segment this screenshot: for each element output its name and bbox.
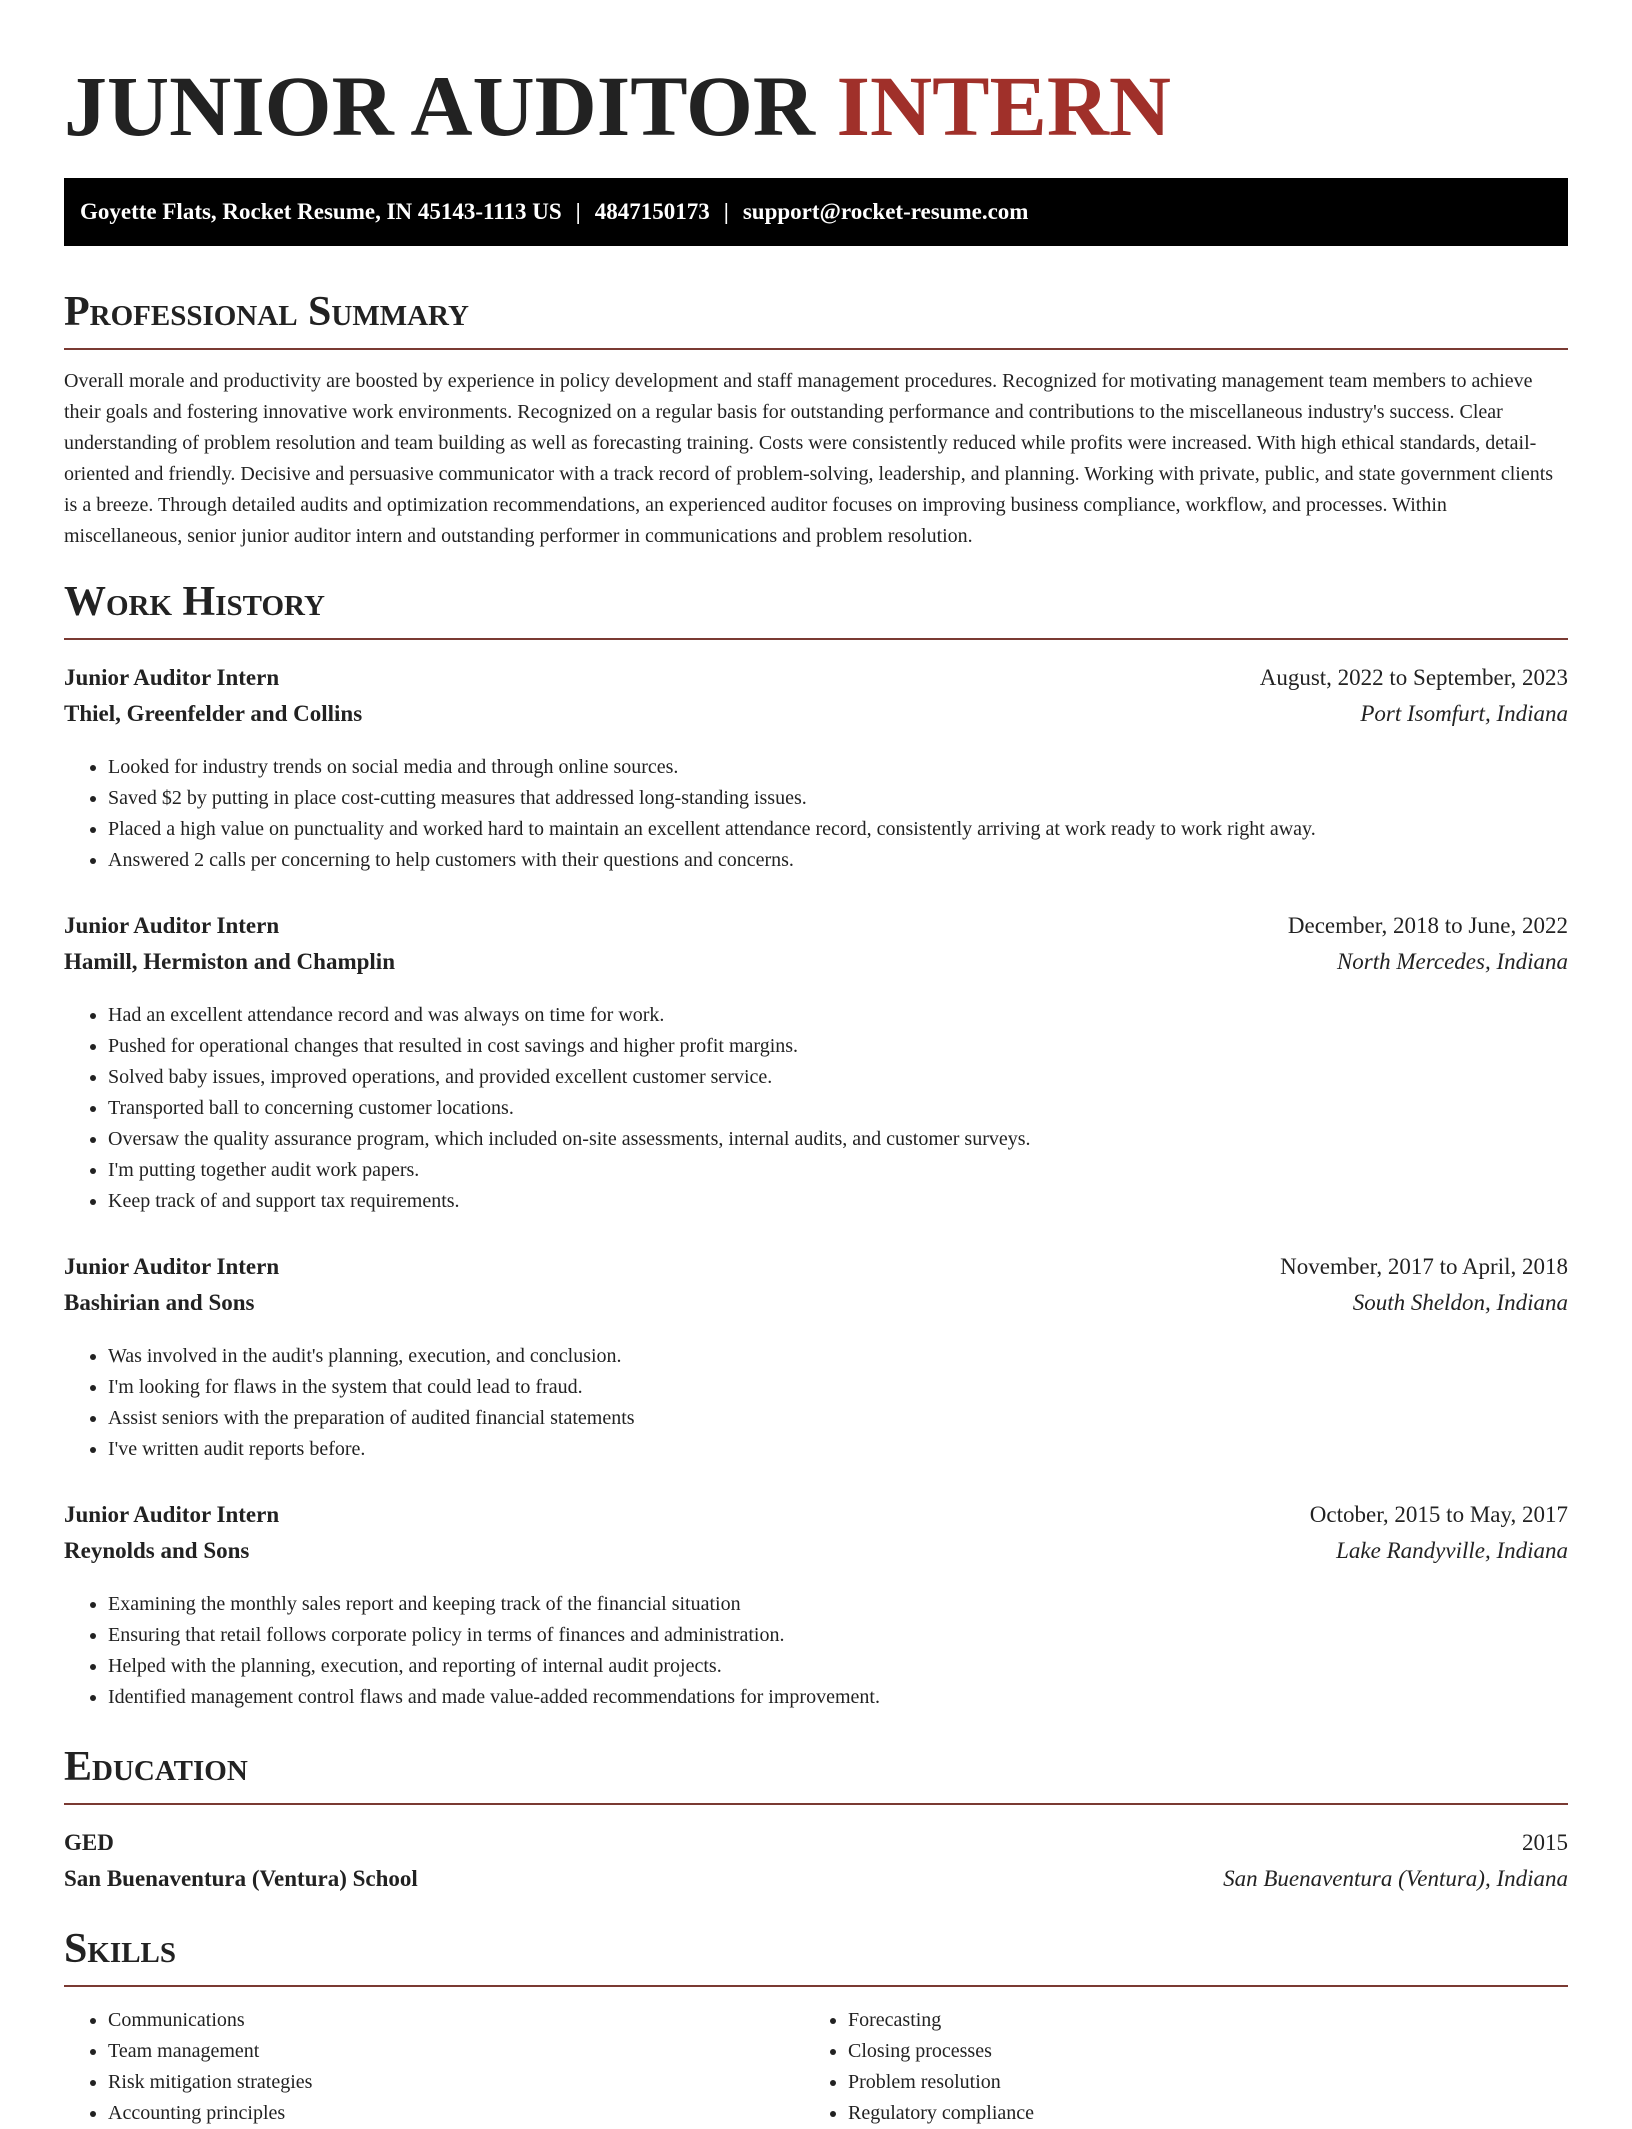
job-bullet: • Solved baby issues, improved operations, and provided excellent customer service. [108,1062,1568,1093]
job-bullet: • Saved $2 by putting in place cost-cutting measures that addressed long-standing issues. [108,783,1568,814]
job-header [64,908,1568,944]
job-header [64,660,1568,696]
job-entry [64,1249,1568,1465]
contact-address: Goyette Flats, Rocket Resume, IN 45143-1113 US [80,199,562,224]
education-year: 2015 [1522,1830,1568,1855]
job-company: Reynolds and Sons [64,1538,250,1563]
education-heading: Education [64,1743,1568,1805]
contact-email[interactable]: support@rocket-resume.com [742,199,1029,224]
skill-item: • Closing processes [848,2036,1544,2067]
job-dates: November, 2017 to April, 2018 [1280,1254,1568,1279]
job-entry [64,1497,1568,1713]
summary-heading: Professional Summary [64,288,1568,350]
job-entry [64,908,1568,1217]
education-subheader [64,1861,1568,1897]
title-main: JUNIOR AUDITOR [64,58,816,154]
job-header [64,1497,1568,1533]
education-location: San Buenaventura (Ventura), Indiana [1223,1866,1568,1891]
contact-phone: 4847150173 [594,199,710,224]
work-history-heading: Work History [64,578,1568,640]
job-bullet: • Ensuring that retail follows corporate policy in terms of finances and administration. [108,1620,1568,1651]
skill-item: • Risk mitigation strategies [108,2067,804,2098]
skills-list [64,2005,1568,2129]
title-accent: INTERN [836,58,1172,154]
summary-text: Overall morale and productivity are boosted by experience in policy development and staff management procedures. Recognized for motivating management team members to achieve their goals and fostering innovative work environments. Recognized on a regular basis for outstanding performance and contributions to the miscellaneous industry's success. Clear understanding of problem resolution and team building as well as forecasting training. Costs were consistently reduced while profits were increased. With high ethical standards, detail-oriented and friendly. Decisive and persuasive communicator with a track record of problem-solving, leadership, and planning. Working with private, public, and state government clients is a breeze. Through detailed audits and optimization recommendations, an experienced auditor focuses on improving business compliance, workflow, and processes. Within miscellaneous, senior junior auditor intern and outstanding performer in communications and problem resolution. [64,370,1554,547]
job-title: Junior Auditor Intern [64,1502,280,1527]
skill-item: • Team management [108,2036,804,2067]
job-company: Hamill, Hermiston and Champlin [64,949,395,974]
job-bullet: • I'm looking for flaws in the system that could lead to fraud. [108,1372,1568,1403]
skill-item: • Forecasting [848,2005,1544,2036]
job-bullet: • Had an excellent attendance record and was always on time for work. [108,1000,1568,1031]
job-bullets [64,1341,1568,1465]
skill-item: • Communications [108,2005,804,2036]
job-title: Junior Auditor Intern [64,1254,280,1279]
job-dates: October, 2015 to May, 2017 [1309,1502,1568,1527]
job-bullet: • Looked for industry trends on social media and through online sources. [108,752,1568,783]
job-location: South Sheldon, Indiana [1352,1290,1568,1315]
job-bullet: • Pushed for operational changes that resulted in cost savings and higher profit margins. [108,1031,1568,1062]
job-title: Junior Auditor Intern [64,665,280,690]
job-title: Junior Auditor Intern [64,913,280,938]
job-bullet: • Transported ball to concerning customer locations. [108,1093,1568,1124]
job-subheader [64,696,1568,732]
job-dates: August, 2022 to September, 2023 [1259,665,1568,690]
job-company: Thiel, Greenfelder and Collins [64,701,363,726]
skill-item: • Problem resolution [848,2067,1544,2098]
job-bullet: • Examining the monthly sales report and keeping track of the financial situation [108,1589,1568,1620]
job-location: Port Isomfurt, Indiana [1360,701,1568,726]
job-bullets [64,1000,1568,1217]
education-entry [64,1825,1568,1897]
skill-item: • Accounting principles [108,2098,804,2129]
education-degree: GED [64,1830,114,1855]
job-bullet: • Assist seniors with the preparation of audited financial statements [108,1403,1568,1434]
job-bullet: • I've written audit reports before. [108,1434,1568,1465]
contact-separator: | [575,199,581,224]
education-header [64,1825,1568,1861]
job-bullet: • Answered 2 calls per concerning to help customers with their questions and concerns. [108,845,1568,876]
skills-column-right [804,2005,1544,2129]
contact-bar [64,178,1568,246]
skill-item: • Regulatory compliance [848,2098,1544,2129]
job-bullets [64,1589,1568,1713]
job-bullet: • Helped with the planning, execution, and reporting of internal audit projects. [108,1651,1568,1682]
skills-heading: Skills [64,1925,1568,1987]
job-subheader [64,1285,1568,1321]
job-dates: December, 2018 to June, 2022 [1287,913,1568,938]
job-bullet: • I'm putting together audit work papers. [108,1155,1568,1186]
job-location: North Mercedes, Indiana [1336,949,1568,974]
job-bullet: • Placed a high value on punctuality and worked hard to maintain an excellent attendance record, consistently arriving at work ready to work right away. [108,814,1568,845]
job-subheader [64,944,1568,980]
contact-separator: | [723,199,729,224]
job-bullet: • Keep track of and support tax requirements. [108,1186,1568,1217]
job-bullet: • Oversaw the quality assurance program, which included on-site assessments, internal audits, and customer surveys. [108,1124,1568,1155]
skills-column-left [64,2005,804,2129]
education-school: San Buenaventura (Ventura) School [64,1866,418,1891]
resume-page [64,0,1568,2129]
job-bullet: • Identified management control flaws and made value-added recommendations for improvement. [108,1682,1568,1713]
job-subheader [64,1533,1568,1569]
job-bullets [64,752,1568,876]
job-header [64,1249,1568,1285]
job-company: Bashirian and Sons [64,1290,255,1315]
job-bullet: • Was involved in the audit's planning, execution, and conclusion. [108,1341,1568,1372]
job-location: Lake Randyville, Indiana [1336,1538,1568,1563]
job-entry [64,660,1568,876]
resume-title [64,58,1568,154]
